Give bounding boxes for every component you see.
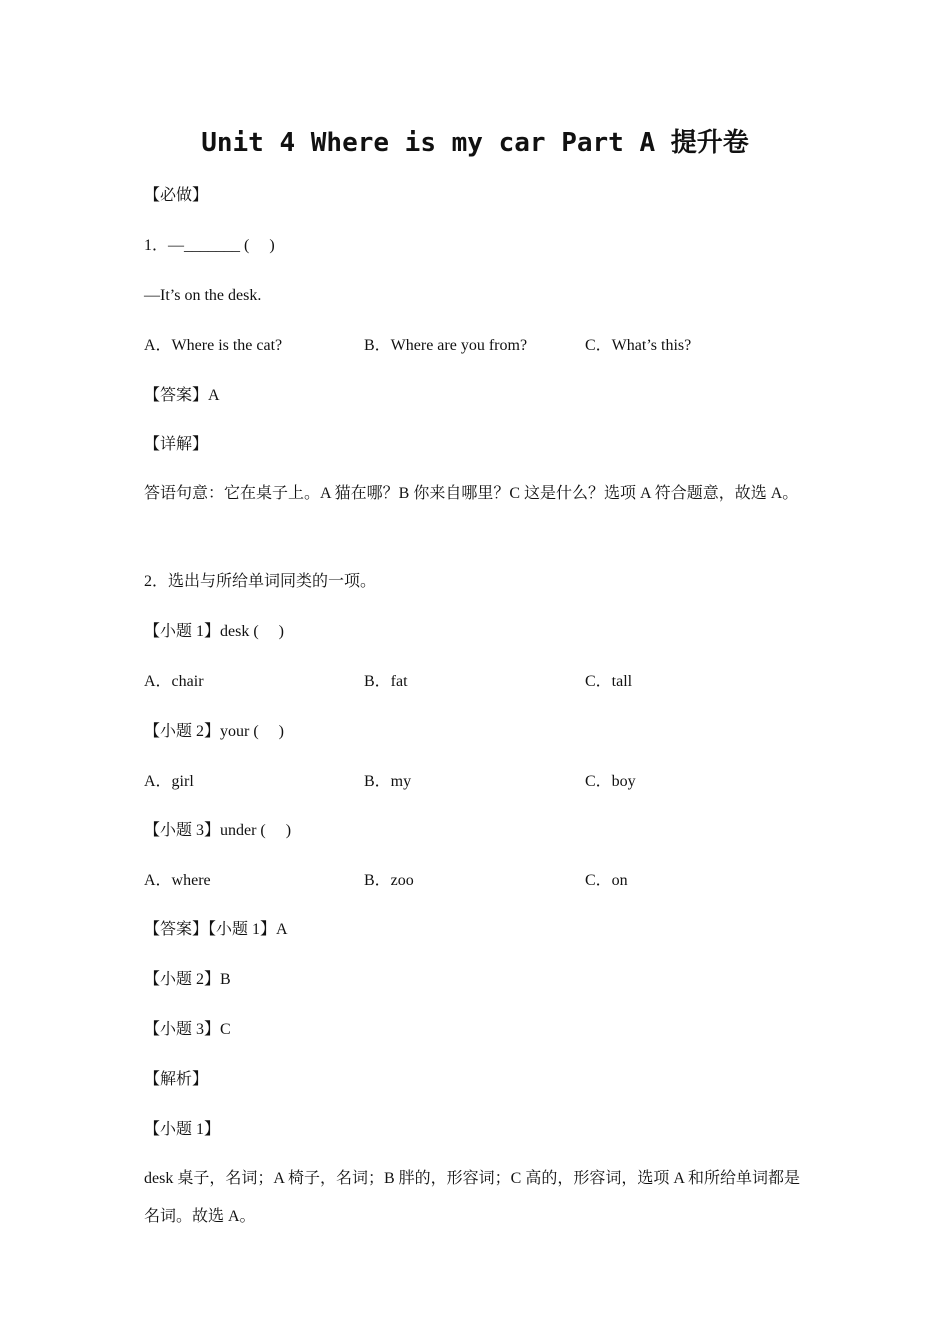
q2-answer-3: 【小题 3】C xyxy=(144,1021,231,1038)
q1-reply: —It’s on the desk. xyxy=(144,287,262,304)
q1-detail-text: 答语句意：它在桌子上。A 猫在哪？B 你来自哪里？C 这是什么？选项 A 符合题意，故选 A。 xyxy=(144,485,799,502)
section-label: 【必做】 xyxy=(144,187,209,204)
q1-option-b: B．Where are you from? xyxy=(364,337,528,354)
q1-answer: 【答案】A xyxy=(144,387,220,404)
q2-sub3-option-a: A．where xyxy=(144,872,211,889)
q2-answer-1: 【答案】【小题 1】A xyxy=(144,921,288,938)
q2-answer-2: 【小题 2】B xyxy=(144,971,231,988)
q1-stem: 1．—_______ ( ) xyxy=(144,237,275,254)
q2-analysis-text: desk 桌子，名词；A 椅子，名词；B 胖的，形容词；C 高的，形容词，选项 A 和所给单词都是名词。故选 A。 xyxy=(144,1170,801,1225)
q2-sub1-option-a: A．chair xyxy=(144,673,204,690)
q2-analysis-sub1-label: 【小题 1】 xyxy=(144,1121,221,1138)
q1-option-a: A．Where is the cat? xyxy=(144,337,283,354)
q2-sub2-option-a: A．girl xyxy=(144,773,194,790)
q2-sub2-option-c: C．boy xyxy=(585,773,636,790)
q1-option-c: C．What’s this? xyxy=(585,337,692,354)
q2-sub1-stem: 【小题 1】desk ( ) xyxy=(144,623,284,640)
q2-sub2-stem: 【小题 2】your ( ) xyxy=(144,723,284,740)
q2-sub2-option-b: B．my xyxy=(364,773,412,790)
q2-sub3-option-b: B．zoo xyxy=(364,872,414,889)
q2-sub1-option-b: B．fat xyxy=(364,673,408,690)
q2-stem: 2．选出与所给单词同类的一项。 xyxy=(144,573,377,590)
q1-detail-label: 【详解】 xyxy=(144,436,209,453)
q2-sub3-stem: 【小题 3】under ( ) xyxy=(144,822,292,839)
page-title: Unit 4 Where is my car Part A 提升卷 xyxy=(201,128,749,158)
q2-analysis-label: 【解析】 xyxy=(144,1071,209,1088)
q2-sub3-option-c: C．on xyxy=(585,872,628,889)
q2-sub1-option-c: C．tall xyxy=(585,673,633,690)
